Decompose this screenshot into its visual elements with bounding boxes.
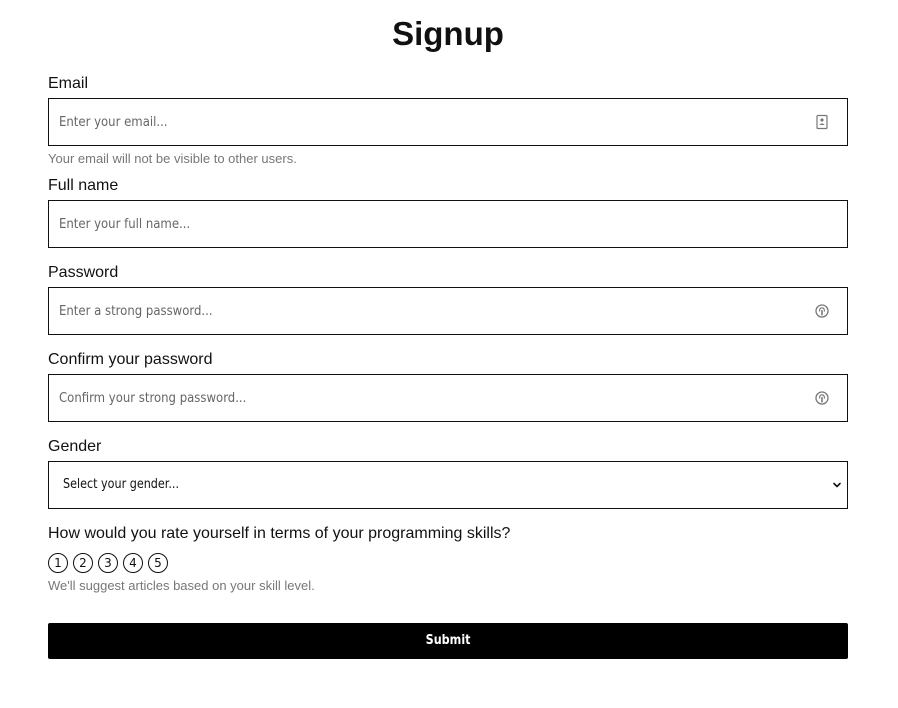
chevron-down-icon: [832, 480, 842, 490]
password-label: Password: [48, 264, 119, 281]
skill-rating-options: [48, 553, 168, 573]
password-field[interactable]: [49, 288, 819, 334]
email-label: Email: [48, 75, 89, 92]
fingerprint-lock-icon: [814, 303, 830, 319]
confirm-password-field-container: [48, 374, 848, 422]
email-field-container: [48, 98, 848, 146]
rating-option-5[interactable]: 5: [148, 553, 168, 573]
confirm-password-label: Confirm your password: [48, 351, 213, 368]
password-field-container: [48, 287, 848, 335]
gender-select[interactable]: [48, 461, 848, 509]
skill-rating-hint: We'll suggest articles based on your skill level.: [48, 578, 315, 593]
rating-option-3[interactable]: 3: [98, 553, 118, 573]
rating-option-4[interactable]: 4: [123, 553, 143, 573]
gender-label: Gender: [48, 438, 102, 455]
confirm-password-field[interactable]: [49, 375, 819, 421]
gender-select-value: Select your gender...: [63, 477, 180, 492]
submit-button[interactable]: [48, 623, 848, 659]
rating-option-1[interactable]: 1: [48, 553, 68, 573]
rating-option-2[interactable]: 2: [73, 553, 93, 573]
skill-rating-question: How would you rate yourself in terms of your programming skills?: [48, 525, 511, 542]
page-title: Signup: [392, 15, 504, 52]
full-name-field-container: [48, 200, 848, 248]
submit-button-label: Submit: [425, 633, 471, 648]
email-field[interactable]: [49, 99, 819, 145]
contact-card-icon: [814, 114, 830, 130]
full-name-field[interactable]: [49, 201, 819, 247]
email-hint: Your email will not be visible to other users.: [48, 151, 297, 166]
fingerprint-lock-icon: [814, 390, 830, 406]
full-name-label: Full name: [48, 177, 119, 194]
